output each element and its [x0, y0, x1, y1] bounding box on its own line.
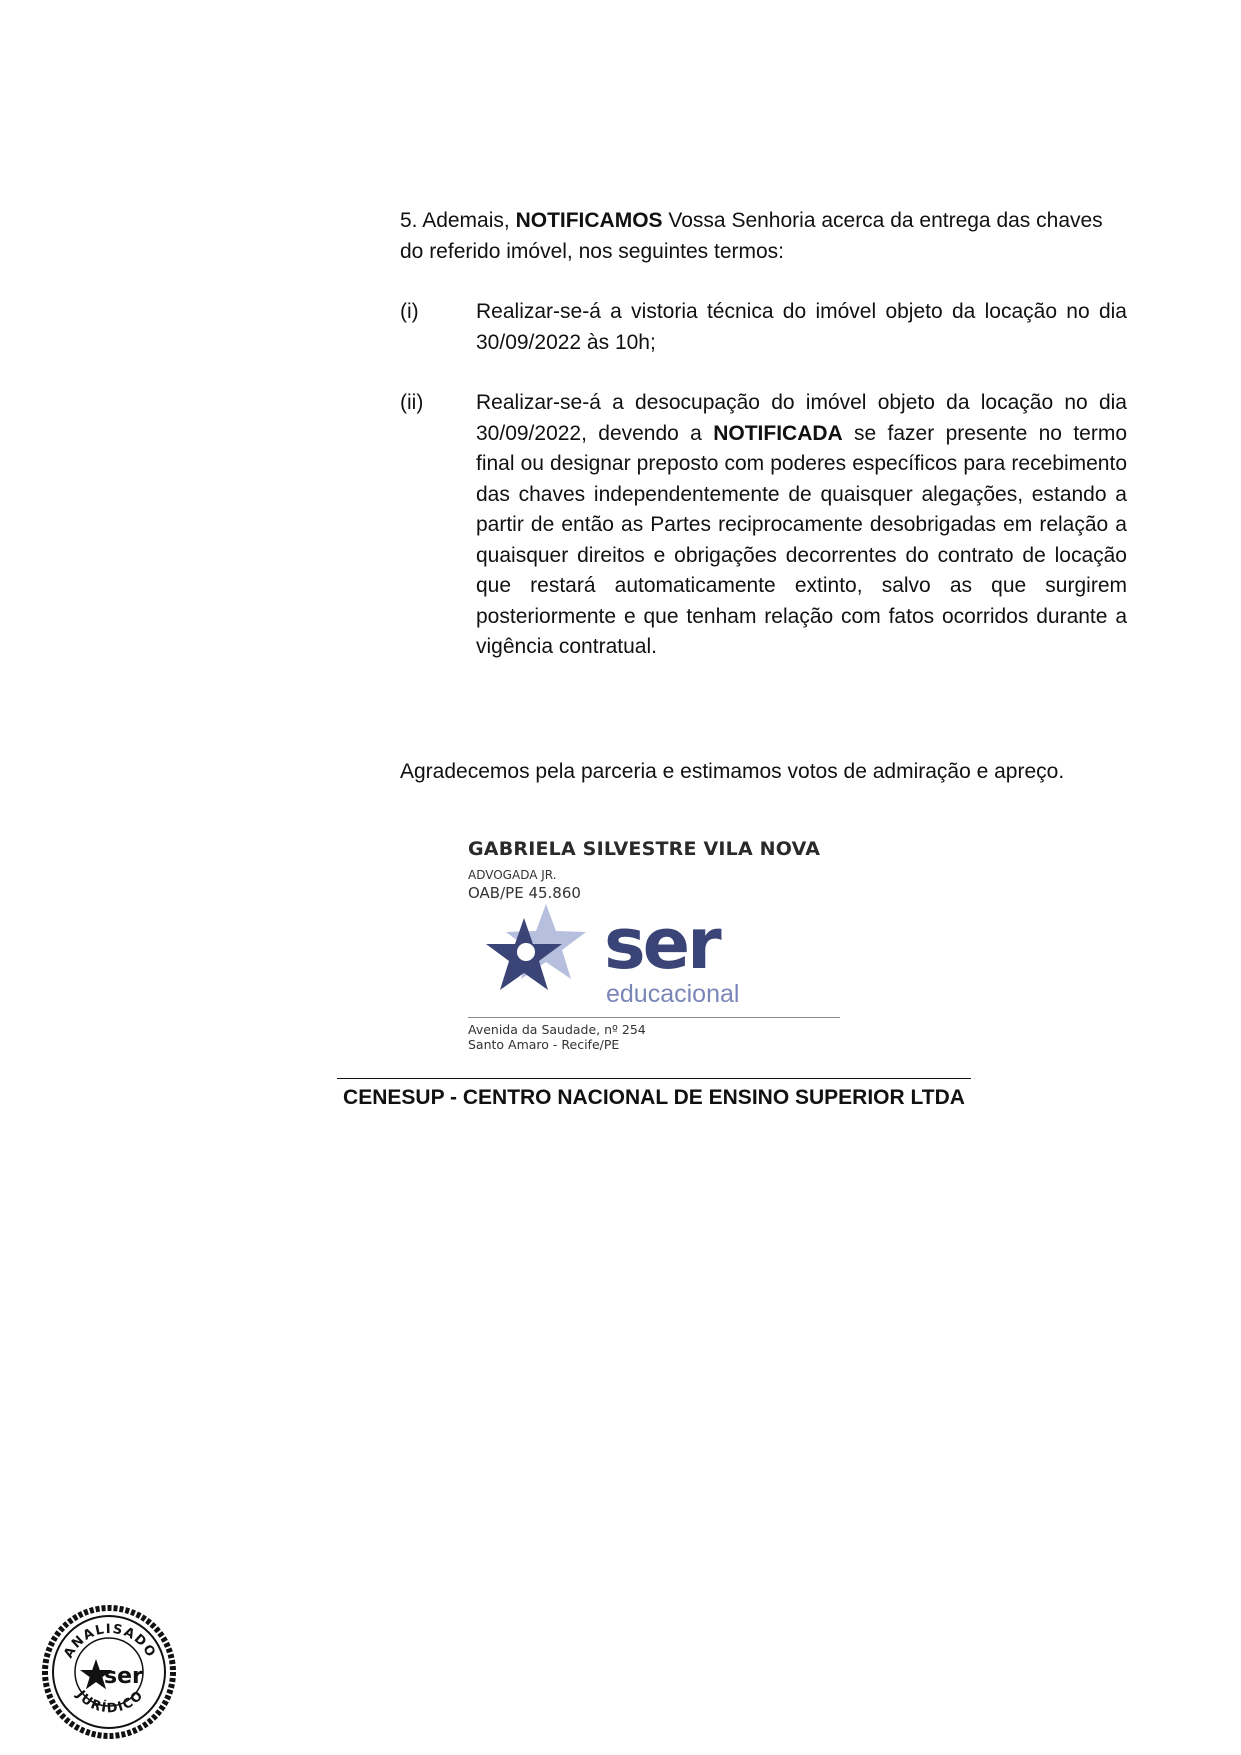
analisado-juridico-stamp	[40, 1603, 178, 1741]
signature-divider	[468, 1017, 840, 1018]
stamp-logo-word: ser	[104, 1664, 143, 1689]
logo-star-head	[517, 943, 535, 961]
company-name: CENESUP - CENTRO NACIONAL DE ENSINO SUPERIOR LTDA	[343, 1086, 965, 1109]
logo-subword: educacional	[606, 980, 740, 1008]
list-item-suffix: se fazer presente no termo final ou designar preposto com poderes específicos para recebimento das chaves independentemente de quaisquer alegações, estando a partir de então as Partes reciprocamente desobrigadas em relação a quaisquer direitos e obrigações decorrentes do contrato de locação que restará automaticamente extinto, salvo as que surgirem posteriormente e que tenham relação com fatos ocorridos durante a vigência contratual.	[476, 421, 1127, 658]
list-item-bold: NOTIFICADA	[713, 421, 843, 445]
signature-address-line-2: Santo Amaro - Recife/PE	[468, 1037, 620, 1052]
list-item-number: (i)	[400, 300, 419, 323]
paragraph-5	[400, 206, 1125, 267]
signature-role: ADVOGADA JR.	[468, 868, 557, 882]
closing-text: Agradecemos pela parceria e estimamos votos de admiração e apreço.	[400, 760, 1065, 783]
signature-line	[337, 1078, 971, 1079]
list-item-text	[476, 388, 1127, 663]
logo-word: ser	[604, 904, 719, 985]
ser-educacional-logo	[468, 904, 848, 1014]
signature-address-line-1: Avenida da Saudade, nº 254	[468, 1022, 646, 1037]
signature-block	[468, 838, 848, 1058]
paragraph-5-suffix: Vossa Senhoria acerca da entrega das chaves do referido imóvel, nos seguintes termos:	[400, 209, 1103, 263]
signature-oab: OAB/PE 45.860	[468, 884, 581, 902]
list-item-prefix: Realizar-se-á a desocupação do imóvel objeto da locação no dia 30/09/2022, devendo a	[476, 391, 1127, 445]
list-item-number: (ii)	[400, 391, 424, 414]
signature-name: GABRIELA SILVESTRE VILA NOVA	[468, 838, 821, 860]
list-item-text: Realizar-se-á a vistoria técnica do imóvel objeto da locação no dia 30/09/2022 às 10h;	[476, 300, 1127, 354]
stamp-bottom-text: JURÍDICO	[73, 1687, 148, 1717]
stamp-top-text: ANALISADO	[61, 1621, 159, 1661]
paragraph-5-bold: NOTIFICAMOS	[515, 209, 663, 232]
paragraph-5-prefix: 5. Ademais,	[400, 209, 516, 232]
